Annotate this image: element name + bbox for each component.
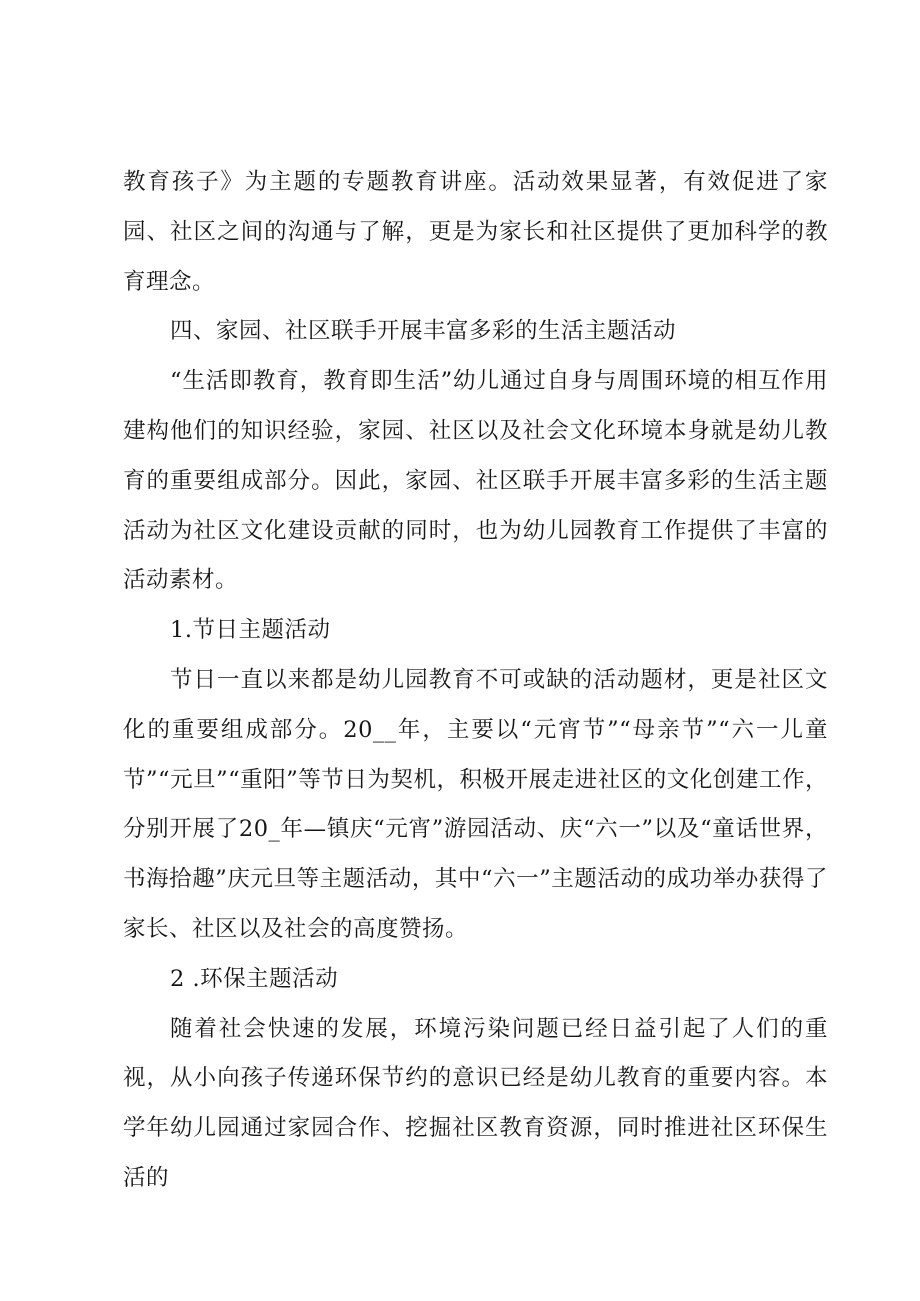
section-heading-4: 四、家园、社区联手开展丰富多彩的生活主题活动: [170, 318, 677, 345]
document-body: [123, 158, 828, 1204]
subheading-1: 1.节日主题活动: [170, 617, 331, 644]
paragraph-3: 节日一直以来都是幼儿园教育不可或缺的活动题材，更是社区文化的重要组成部分。20__年，主要以“元宵节”“母亲节”“六一儿童节”“元旦”“重阳”等节日为契机，积极开展走进社区的文化创建工作，分别开展了20_年—镇庆“元宵”游园活动、庆“六一”以及“童话世界，书海拾趣”庆元旦等主题活动，其中“六一”主题活动的成功举办获得了家长、社区以及社会的高度赞扬。: [123, 666, 828, 942]
subheading-2: 2 .环保主题活动: [170, 965, 339, 992]
paragraph-2: “生活即教育，教育即生活”幼儿通过自身与周围环境的相互作用建构他们的知识经验，家园、社区以及社会文化环境本身就是幼儿教育的重要组成部分。因此，家园、社区联手开展丰富多彩的生活主题活动为社区文化建设贡献的同时，也为幼儿园教育工作提供了丰富的活动素材。: [123, 368, 828, 594]
paragraph-4: 随着社会快速的发展，环境污染问题已经日益引起了人们的重视，从小向孩子传递环保节约的意识已经是幼儿教育的重要内容。本学年幼儿园通过家园合作、挖掘社区教育资源，同时推进社区环保生活的: [123, 1015, 828, 1191]
paragraph-1: 教育孩子》为主题的专题教育讲座。活动效果显著，有效促进了家园、社区之间的沟通与了解，更是为家长和社区提供了更加科学的教育理念。: [123, 169, 828, 295]
